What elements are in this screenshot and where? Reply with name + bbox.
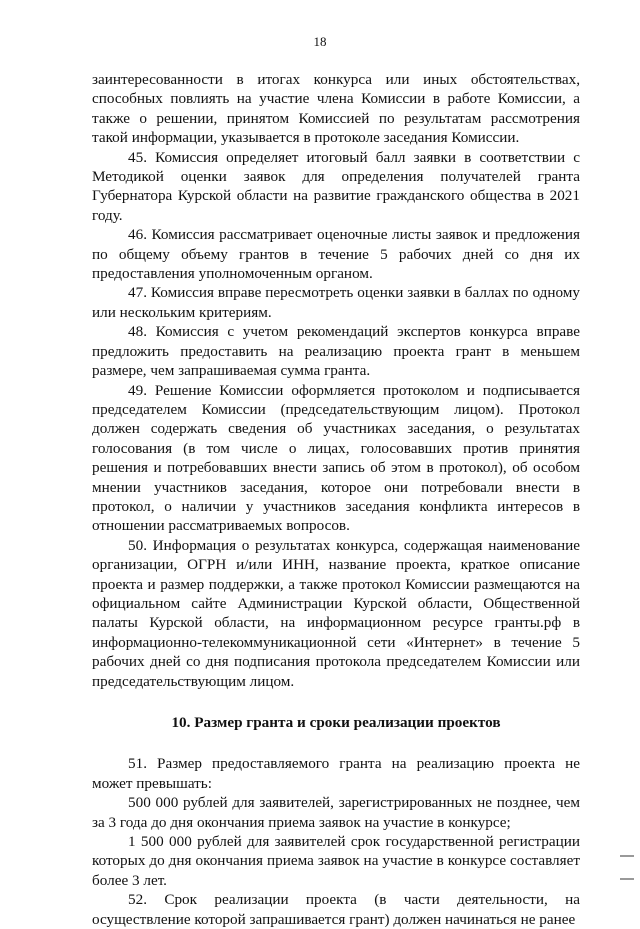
document-body [92,70,580,929]
paragraph-48: 48. Комиссия с учетом рекомендаций экспертов конкурса вправе предложить предоставить на реализацию проекта грант в меньшем размере, чем запрашиваемая сумма гранта. [92,323,580,380]
paragraph-46: 46. Комиссия рассматривает оценочные листы заявок и предложения по общему объему грантов в течение 5 рабочих дней со дня их предоставления уполномоченным органом. [92,226,580,283]
paragraph-47: 47. Комиссия вправе пересмотреть оценки заявки в баллах по одному или нескольким критериям. [92,284,580,321]
paragraph-51-item-2: 1 500 000 рублей для заявителей срок государственной регистрации которых до дня окончания приема заявок на участие в конкурсе составляет более 3 лет. [92,833,580,889]
paragraph-51: 51. Размер предоставляемого гранта на реализацию проекта не может превышать: [92,755,580,792]
page-number: 18 [313,34,327,49]
paragraph-51-item-1: 500 000 рублей для заявителей, зарегистрированных не позднее, чем за 3 года до дня окончания приема заявок на участие в конкурсе; [92,794,580,831]
scan-edge-mark [620,855,634,857]
paragraph-continuation: заинтересованности в итогах конкурса или иных обстоятельствах, способных повлиять на участие члена Комиссии в работе Комиссии, а также о решении, принятом Комиссией по результатам рассмотрения такой информации, указывается в протоколе заседания Комиссии. [92,71,580,147]
paragraph-49: 49. Решение Комиссии оформляется протоколом и подписывается председателем Комиссии (председательствующим лицом). Протокол должен содержать сведения об участниках заседания, о результатах голосования (в том числе о лицах, голосовавших против принятия решения и потребовавших внести запись об этом в протокол), об особом мнении участников заседания, которое они потребовали внести в протокол, о наличии у участников заседания конфликта интересов в отношении рассматриваемых вопросов. [92,381,580,535]
section-heading: 10. Размер гранта и сроки реализации проектов [171,714,501,731]
paragraph-45: 45. Комиссия определяет итоговый балл заявки в соответствии с Методикой оценки заявок для определения получателей гранта Губернатора Курской области на развитие гражданского общества в 2021 году. [92,148,580,224]
scan-edge-mark [620,878,634,880]
paragraph-52: 52. Срок реализации проекта (в части деятельности, на осуществление которой запрашивается грант) должен начинаться не ранее [92,891,580,928]
paragraph-50: 50. Информация о результатах конкурса, содержащая наименование организации, ОГРН и/или ИНН, название проекта, краткое описание проекта и размер поддержки, а также протокол Комиссии размещаются на официальном сайте Администрации Курской области, Общественной палаты Курской области, на информационном ресурсе гранты.рф в информационно-телекоммуникационной сети «Интернет» в течение 5 рабочих дней со дня подписания протокола председателем Комиссии или председательствующим лицом. [92,536,580,690]
